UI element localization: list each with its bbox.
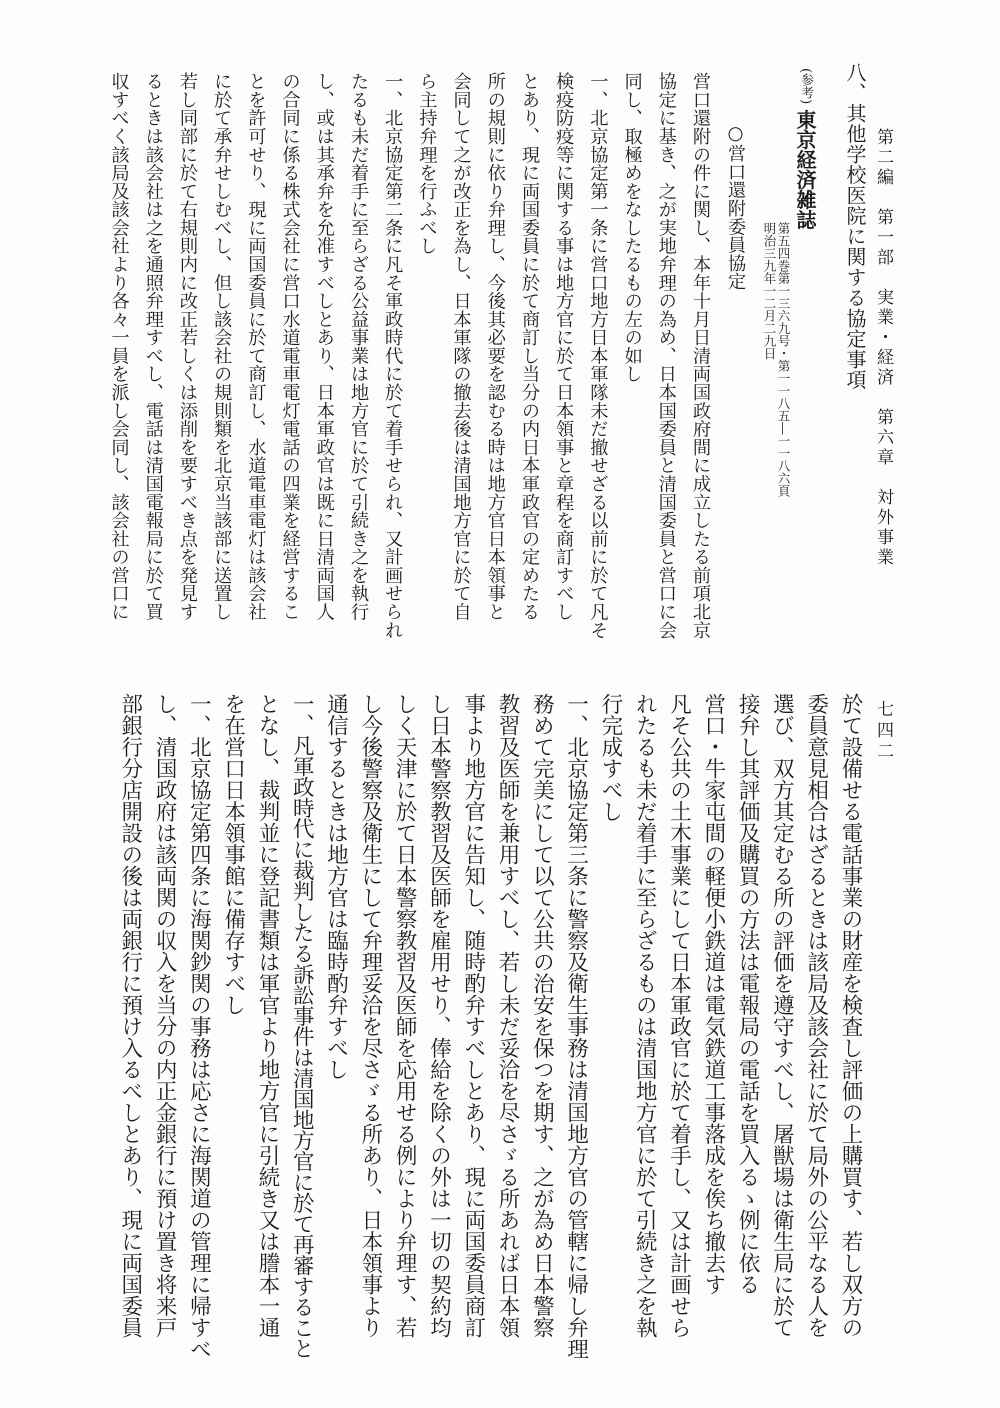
reference-date: 明治三九年一二月二九日: [762, 222, 777, 360]
subheading: ○営口還附委員協定: [725, 123, 746, 291]
lower-text-column: を在営口日本領事館に備存すべし: [220, 693, 246, 1016]
lower-text-column: 部銀行分店開設の後は両銀行に預け入るべしとあり、現に両国委員: [117, 693, 143, 1338]
lower-text-column: となし、裁判並に登記書類は軍官より地方官に引続き又は謄本一通: [254, 693, 280, 1338]
reference-source: 東京経済雑誌: [793, 109, 817, 230]
running-header-segment: 実業・経済: [873, 288, 893, 388]
upper-text-column: たるも未だ着手に至らざる公益事業は地方官に於て引続き之を執行: [347, 72, 369, 621]
lower-text-column: 通信するときは地方官は臨時酌弁すべし: [323, 693, 349, 1080]
reference-citation-block: [762, 222, 790, 497]
upper-text-column: 若し同部に於て右規則内に改正若しくは添削を要すべき点を発見す: [176, 72, 198, 621]
lower-text-column: れたるも未だ着手に至らざるものは清国地方官に於て引続き之を執: [632, 693, 658, 1338]
upper-text-column: とあり、現に両国委員に於て商訂し当分の内日本軍政官の定めたる: [518, 72, 540, 621]
lower-text-column: しく天津に於て日本警察教習及医師を応用せる例により弁理す、若: [392, 693, 418, 1338]
section-heading: 八、其他学校医院に関する協定事項: [843, 62, 867, 390]
lower-text-column: 接弁し其評価及購買の方法は電報局の電話を買入るゝ例に依る: [735, 693, 761, 1295]
upper-text-column: 会同して之が改正を為し、日本軍隊の撤去後は清国地方官に於て自: [450, 72, 472, 621]
upper-text-column: 一、北京協定第一条に営口地方日本軍隊未だ撤せざる以前に於て凡そ: [587, 72, 609, 639]
lower-text-column: 行完成すべし: [597, 693, 623, 822]
running-header-segment: 対外事業: [873, 488, 893, 568]
upper-text-column: 営口還附の件に関し、本年十月日清両国政府間に成立したる前項北京: [690, 72, 711, 639]
running-header: [871, 128, 895, 568]
reference-label: (参考): [798, 68, 813, 105]
lower-text-column: 一、北京協定第四条に海関鈔関の事務は応さに海関道の管理に帰すべ: [186, 693, 212, 1360]
upper-text-column: 収すべく該局及該会社より各々一員を派し会同し、該会社の営口に: [108, 72, 130, 621]
lower-text-column: し日本警察教習及医師を雇用せり、俸給を除くの外は一切の契約均: [426, 693, 452, 1338]
lower-text-column: 凡そ公共の土木事業にして日本軍政官に於て着手し、又は計画せら: [666, 693, 692, 1338]
upper-text-column: るときは該会社は之を通照弁理すべし、電話は清国電報局に於て買: [142, 72, 164, 621]
running-header-segment: 第一部: [873, 208, 893, 268]
upper-text-column: 協定に基き、之が実地弁理の為め、日本国委員と清国委員と営口に会: [655, 72, 677, 639]
lower-text-column: し、清国政府は該両関の収入を当分の内正金銀行に預け置き将来戸: [152, 693, 178, 1338]
lower-text-block: [112, 693, 867, 1365]
lower-text-column: し今後警察及衛生にして弁理妥洽を尽さゞる所あり、日本領事より: [357, 693, 383, 1338]
upper-text-column: ら主持弁理を行ふべし: [416, 72, 438, 255]
lower-text-column: 教習及医師を兼用すべし、若し未だ妥洽を尽さゞる所あれば日本領: [495, 693, 521, 1338]
lower-text-column: 一、凡軍政時代に裁判したる訴訟事件は清国地方官に於て再審すること: [289, 693, 315, 1359]
upper-text-column: の合同に係る株式会社に営口水道電車電灯電話の四業を経営するこ: [279, 72, 301, 621]
lower-text-column: 事より地方官に告知し、随時酌弁すべしとあり、現に両国委員商訂: [460, 693, 486, 1338]
running-header-segment: 第六章: [873, 408, 893, 468]
lower-text-column: 務めて完美にして以て公共の治安を保つを期す、之が為め日本警察: [529, 693, 555, 1338]
upper-text-column: 同し、取極めをなしたるもの左の如し: [621, 72, 643, 383]
reference-citation: 第五四巻第一三六九号・第一一八五―一一八六頁: [776, 222, 791, 497]
upper-text-column: とを許可せり、現に両国委員に於て商訂し、水道電車電灯は該会社: [245, 72, 267, 621]
upper-text-column: し、或は其承弁を允准すべしとあり、日本軍政官は既に日清両国人: [313, 72, 335, 621]
lower-text-column: 選び、双方其定むる所の評価を遵守すべし、屠獣場は衛生局に於て: [769, 693, 795, 1338]
running-header-segment: 第二編: [873, 128, 893, 188]
upper-text-block: [101, 72, 717, 642]
reference: [790, 68, 820, 229]
upper-text-column: 所の規則に依り弁理し、今後其必要を認むる時は地方官日本領事と: [484, 72, 506, 621]
page-number: 七四二: [873, 700, 893, 763]
lower-text-column: 於て設備せる電話事業の財産を検査し評価の上購買す、若し双方の: [838, 693, 863, 1338]
lower-text-column: 営口・牛家屯間の軽便小鉄道は電気鉄道工事落成を俟ち撤去す: [700, 693, 726, 1295]
upper-text-column: に於て承弁せしむべし、但し該会社の規則類を北京当該部に送置し: [211, 72, 233, 621]
upper-text-column: 検疫防疫等に関する事は地方官に於て日本領事と章程を商訂すべし: [553, 72, 575, 621]
lower-text-column: 委員意見相合はざるときは該局及該会社に於て局外の公平なる人を: [803, 693, 829, 1338]
upper-text-column: 一、北京協定第二条に凡そ軍政時代に於て着手せられ、又計画せられ: [382, 72, 404, 639]
lower-text-column: 一、北京協定第三条に警察及衛生事務は清国地方官の管轄に帰し弁理: [563, 693, 589, 1360]
